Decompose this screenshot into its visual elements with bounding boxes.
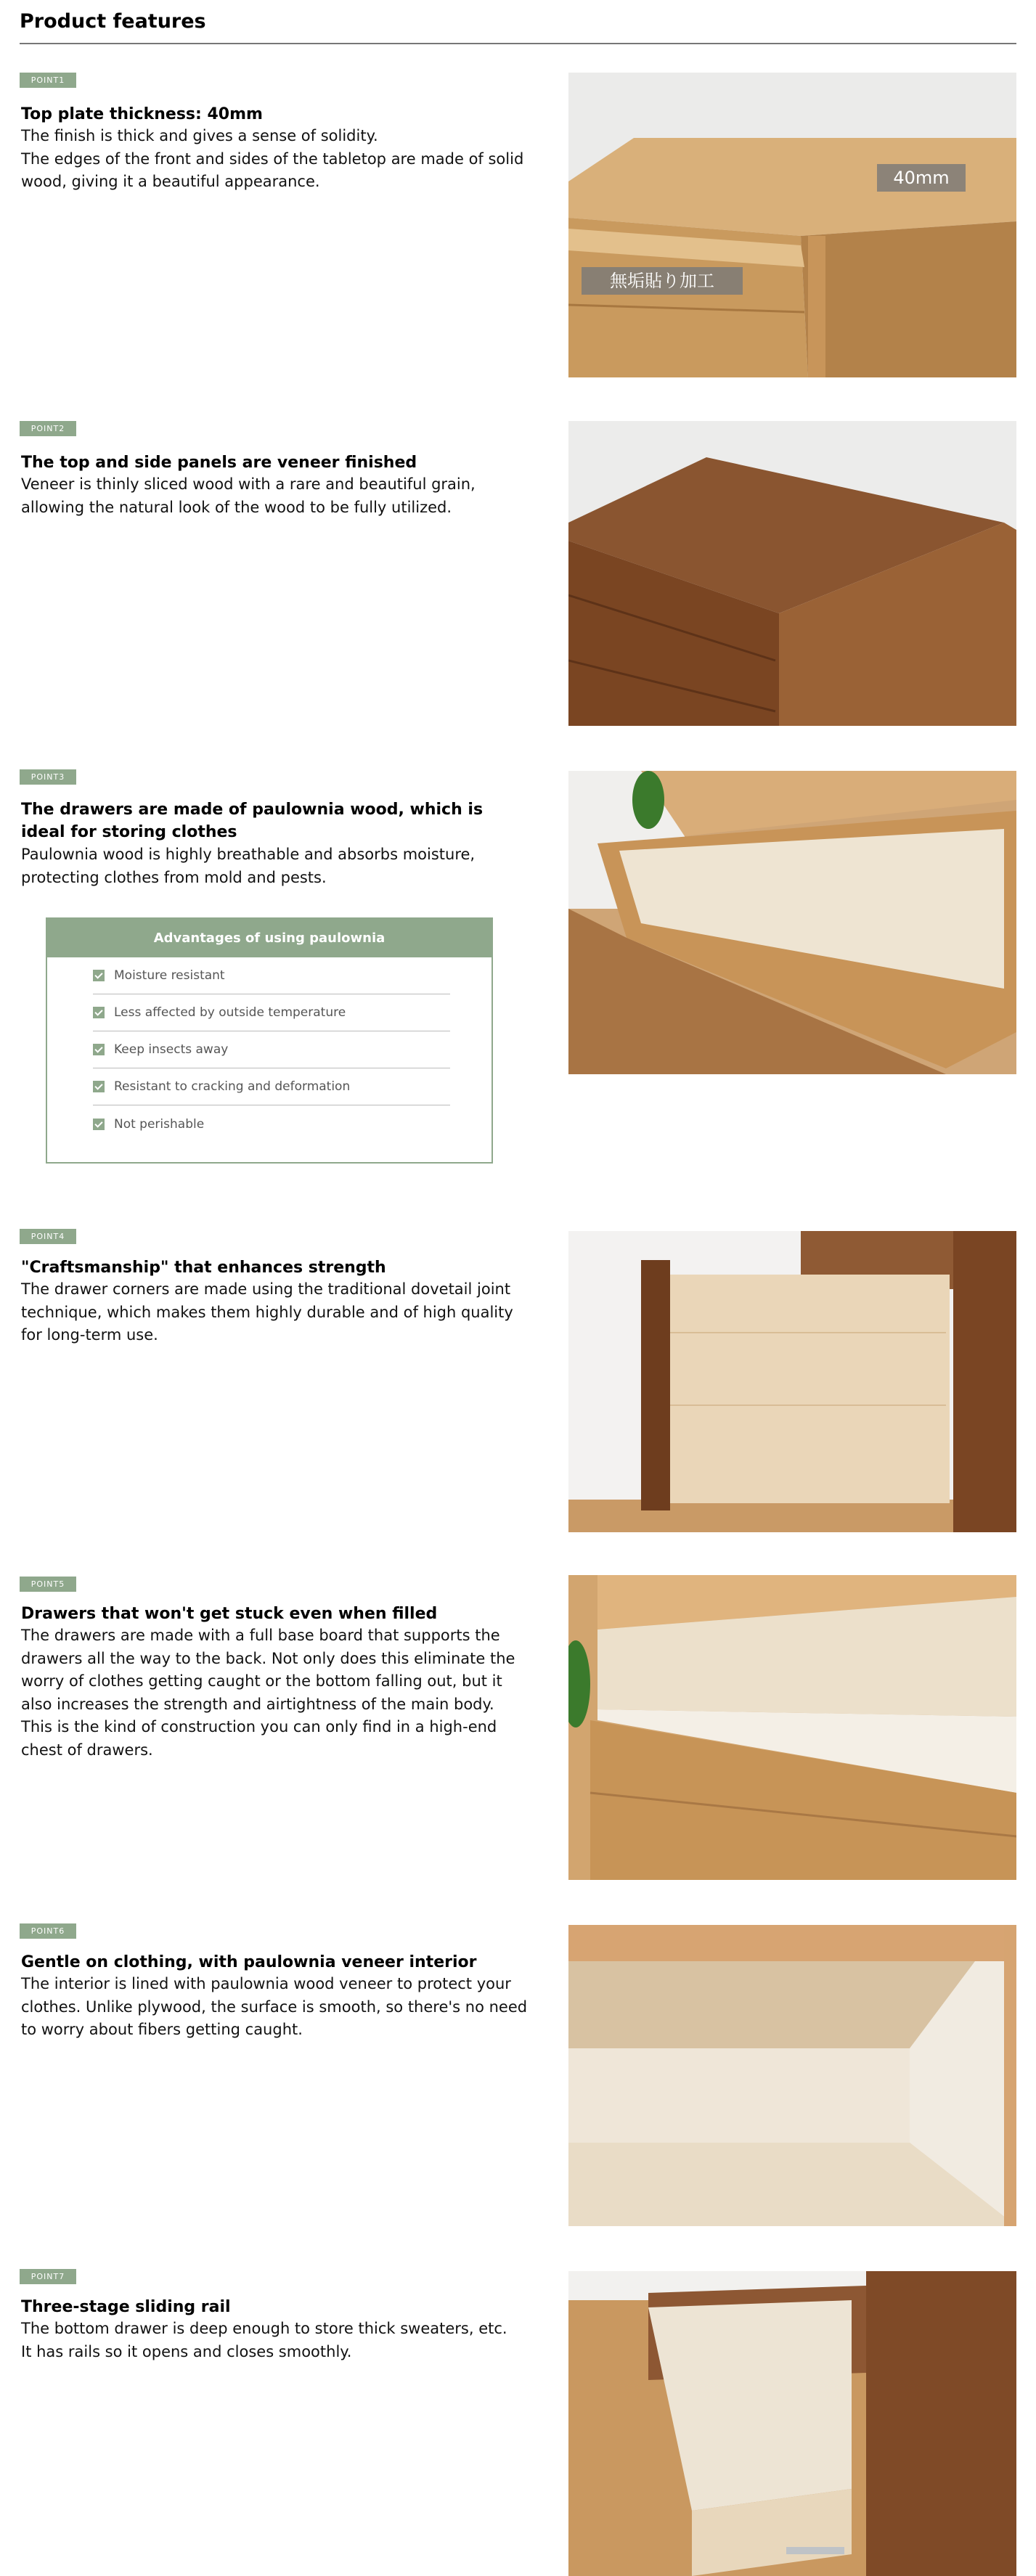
point-heading-7: Three-stage sliding rail	[21, 2298, 231, 2316]
photo-top-plate	[568, 73, 1016, 377]
point-badge-6: POINT6	[20, 1923, 76, 1939]
point-body-3: Paulownia wood is highly breathable and absorbs moisture, protecting clothes from mold and pests.	[21, 846, 476, 886]
point-heading-1: Top plate thickness: 40mm	[21, 105, 263, 123]
point-badge-2: POINT2	[20, 421, 76, 436]
advantage-text: Keep insects away	[114, 1042, 229, 1057]
point-body-7: The bottom drawer is deep enough to store thick sweaters, etc. It has rails so it opens and closes smoothly.	[21, 2320, 507, 2360]
point-badge-1: POINT1	[20, 73, 76, 88]
point-heading-3: The drawers are made of paulownia wood, which is ideal for storing clothes	[21, 801, 484, 841]
advantage-item	[93, 957, 450, 994]
photo-paulownia-drawer	[568, 771, 1016, 1074]
point-body-5: The drawers are made with a full base board that supports the drawers all the way to the back. Not only does this eliminate the worry of clothes getting caught or the bottom falling out, but it also increases the strength and airtightness of the main body. This is the kind of construction you can only find in a high-end chest of drawers.	[21, 1627, 515, 1759]
checkbox-icon	[93, 1007, 105, 1018]
photo-veneer-panels	[568, 421, 1016, 726]
point-heading-5: Drawers that won't get stuck even when filled	[21, 1605, 438, 1623]
checkbox-icon	[93, 970, 105, 981]
point-badge-5: POINT5	[20, 1577, 76, 1592]
photo-dovetail-joint	[568, 1231, 1016, 1532]
point-badge-4: POINT4	[20, 1229, 76, 1244]
advantage-text: Moisture resistant	[114, 968, 225, 983]
point-body-2: Veneer is thinly sliced wood with a rare and beautiful grain, allowing the natural look of the wood to be fully utilized.	[21, 475, 476, 516]
title-divider	[20, 43, 1016, 44]
point-heading-6: Gentle on clothing, with paulownia veneer interior	[21, 1953, 477, 1971]
advantages-title: Advantages of using paulownia	[47, 919, 492, 957]
label-thickness: 40mm	[877, 164, 966, 192]
point-body-4: The drawer corners are made using the traditional dovetail joint technique, which makes them highly durable and of high quality for long-term use.	[21, 1280, 513, 1344]
point-body-1: The finish is thick and gives a sense of solidity. The edges of the front and sides of the tabletop are made of solid wood, giving it a beautiful appearance.	[21, 127, 524, 190]
advantage-item	[93, 994, 450, 1031]
advantage-item	[93, 1068, 450, 1105]
advantage-text: Not perishable	[114, 1116, 205, 1132]
advantage-item	[93, 1105, 450, 1142]
page-title: Product features	[20, 10, 206, 33]
checkbox-icon	[93, 1044, 105, 1055]
point-heading-2: The top and side panels are veneer finished	[21, 454, 417, 472]
point-body-6: The interior is lined with paulownia wood veneer to protect your clothes. Unlike plywood, the surface is smooth, so there's no need to worry about fibers getting caught.	[21, 1975, 528, 2038]
checkbox-icon	[93, 1119, 105, 1130]
point-heading-4: "Craftsmanship" that enhances strength	[21, 1259, 386, 1277]
photo-full-base-board	[568, 1575, 1016, 1880]
photo-sliding-rail	[568, 2271, 1016, 2576]
point-badge-7: POINT7	[20, 2269, 76, 2284]
label-solid-edge: 無垢貼り加工	[582, 267, 743, 295]
point-badge-3: POINT3	[20, 769, 76, 785]
advantages-list	[93, 957, 450, 1142]
checkbox-icon	[93, 1081, 105, 1092]
advantage-text: Resistant to cracking and deformation	[114, 1079, 351, 1094]
advantages-box	[46, 917, 493, 1164]
advantage-item	[93, 1031, 450, 1068]
photo-paulownia-interior	[568, 1925, 1016, 2226]
advantage-text: Less affected by outside temperature	[114, 1005, 346, 1020]
